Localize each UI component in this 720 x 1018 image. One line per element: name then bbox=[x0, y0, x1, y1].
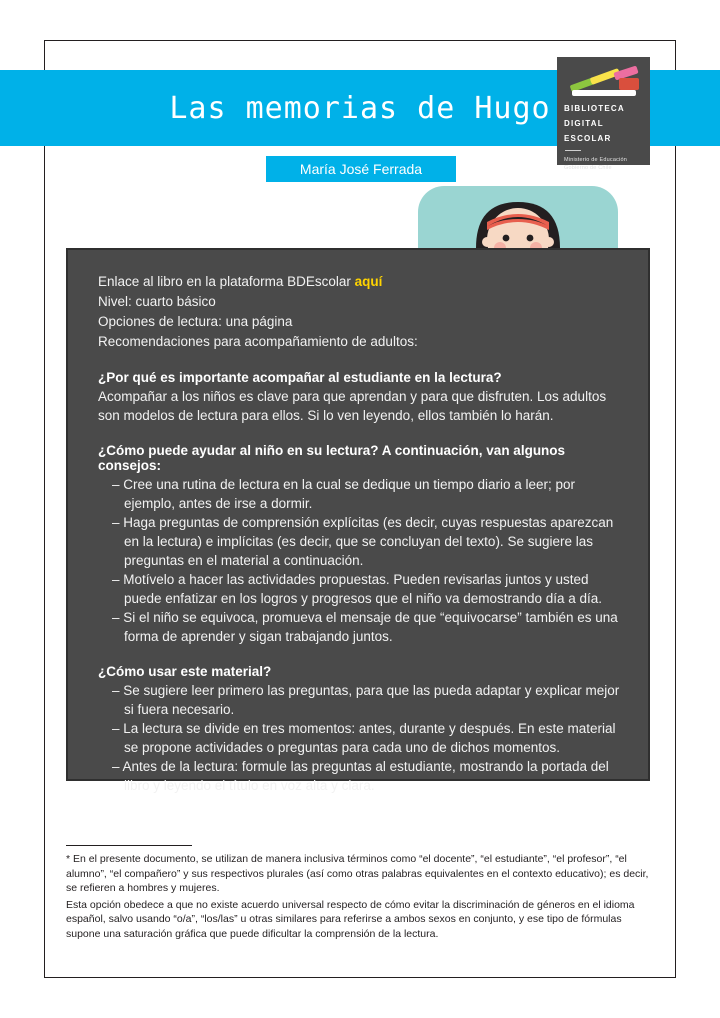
author-badge: María José Ferrada bbox=[266, 156, 456, 182]
logo-marks-icon bbox=[564, 65, 643, 99]
reading-options-line: Opciones de lectura: una página bbox=[98, 314, 293, 329]
content-card bbox=[66, 248, 650, 793]
section-3-bullets bbox=[98, 681, 620, 795]
list-item: – La lectura se divide en tres momentos: antes, durante y después. En este material se propone actividades o preguntas para cada uno de dichos momentos. bbox=[112, 721, 616, 755]
footnote bbox=[66, 852, 658, 943]
footnote-divider bbox=[66, 845, 192, 846]
recommendations-line: Recomendaciones para acompañamiento de adultos: bbox=[98, 334, 418, 349]
list-item: – Se sugiere leer primero las preguntas, para que las pueda adaptar y explicar mejor si fuera necesario. bbox=[112, 683, 620, 717]
section-2-heading: ¿Cómo puede ayudar al niño en su lectura? A continuación, van algunos consejos: bbox=[98, 443, 566, 473]
logo-line-1: BIBLIOTECA bbox=[564, 104, 625, 113]
logo-ministry: Ministerio de Educación bbox=[564, 157, 627, 163]
list-item: – Si el niño se equivoca, promueva el mensaje de que “equivocarse” también es una forma de aprender y sigan trabajando juntos. bbox=[112, 610, 618, 644]
logo-line-3: ESCOLAR bbox=[564, 134, 612, 143]
list-item: – Haga preguntas de comprensión explícitas (es decir, cuyas respuestas aparezcan en la lectura) e implícitas (es decir, que se concluyan del texto). Se sugiere las preguntas en el material a continuación. bbox=[112, 515, 614, 568]
bdescolar-logo bbox=[557, 57, 650, 171]
book-link-text: Enlace al libro en la plataforma BDEscolar bbox=[98, 274, 351, 289]
book-link-line[interactable] bbox=[98, 272, 620, 292]
page-title: Las memorias de Hugo bbox=[169, 90, 551, 126]
section-2-bullets bbox=[98, 475, 620, 646]
logo-government: Gobierno de Chile bbox=[564, 165, 612, 171]
section-1-body: Acompañar a los niños es clave para que aprendan y para que disfruten. Los adultos son modelos de lectura para ellos. Si lo ven leyendo, ellos también lo harán. bbox=[98, 389, 607, 423]
list-item: – Antes de la lectura: formule las preguntas al estudiante, mostrando la portada del libro y leyendo el título en voz alta y clara. bbox=[112, 759, 609, 793]
list-item: – Cree una rutina de lectura en la cual se dedique un tiempo diario a leer; por ejemplo, antes de irse a dormir. bbox=[112, 477, 576, 511]
section-3-heading: ¿Cómo usar este material? bbox=[98, 664, 272, 679]
level-line: Nivel: cuarto básico bbox=[98, 294, 216, 309]
section-1-heading: ¿Por qué es importante acompañar al estudiante en la lectura? bbox=[98, 370, 502, 385]
book-link-aqui[interactable]: aquí bbox=[354, 274, 383, 289]
list-item: – Motívelo a hacer las actividades propuestas. Pueden revisarlas juntos y usted puede enfatizar en los logros y progresos que el niño va demostrando día a día. bbox=[112, 572, 603, 606]
footnote-paragraph-1: * En el presente documento, se utilizan de manera inclusiva términos como “el docente”, “el estudiante”, “el profesor”, “el alumno”, “el compañero” y sus respectivos plurales (así como otras palabras equivalentes en el contexto educativo); es decir, se refieren a hombres y mujeres. bbox=[66, 853, 649, 894]
logo-divider bbox=[565, 150, 581, 151]
logo-line-2: DIGITAL bbox=[564, 119, 604, 128]
footnote-paragraph-2: Esta opción obedece a que no existe acuerdo universal respecto de cómo evitar la discriminación de géneros en el idioma español, salvo usando “o/a”, “los/las” u otras similares para referirse a ambos sexos en conjunto, y ese tipo de fórmulas supone una saturación gráfica que puede dificultar la comprensión de la lectura. bbox=[66, 898, 635, 940]
